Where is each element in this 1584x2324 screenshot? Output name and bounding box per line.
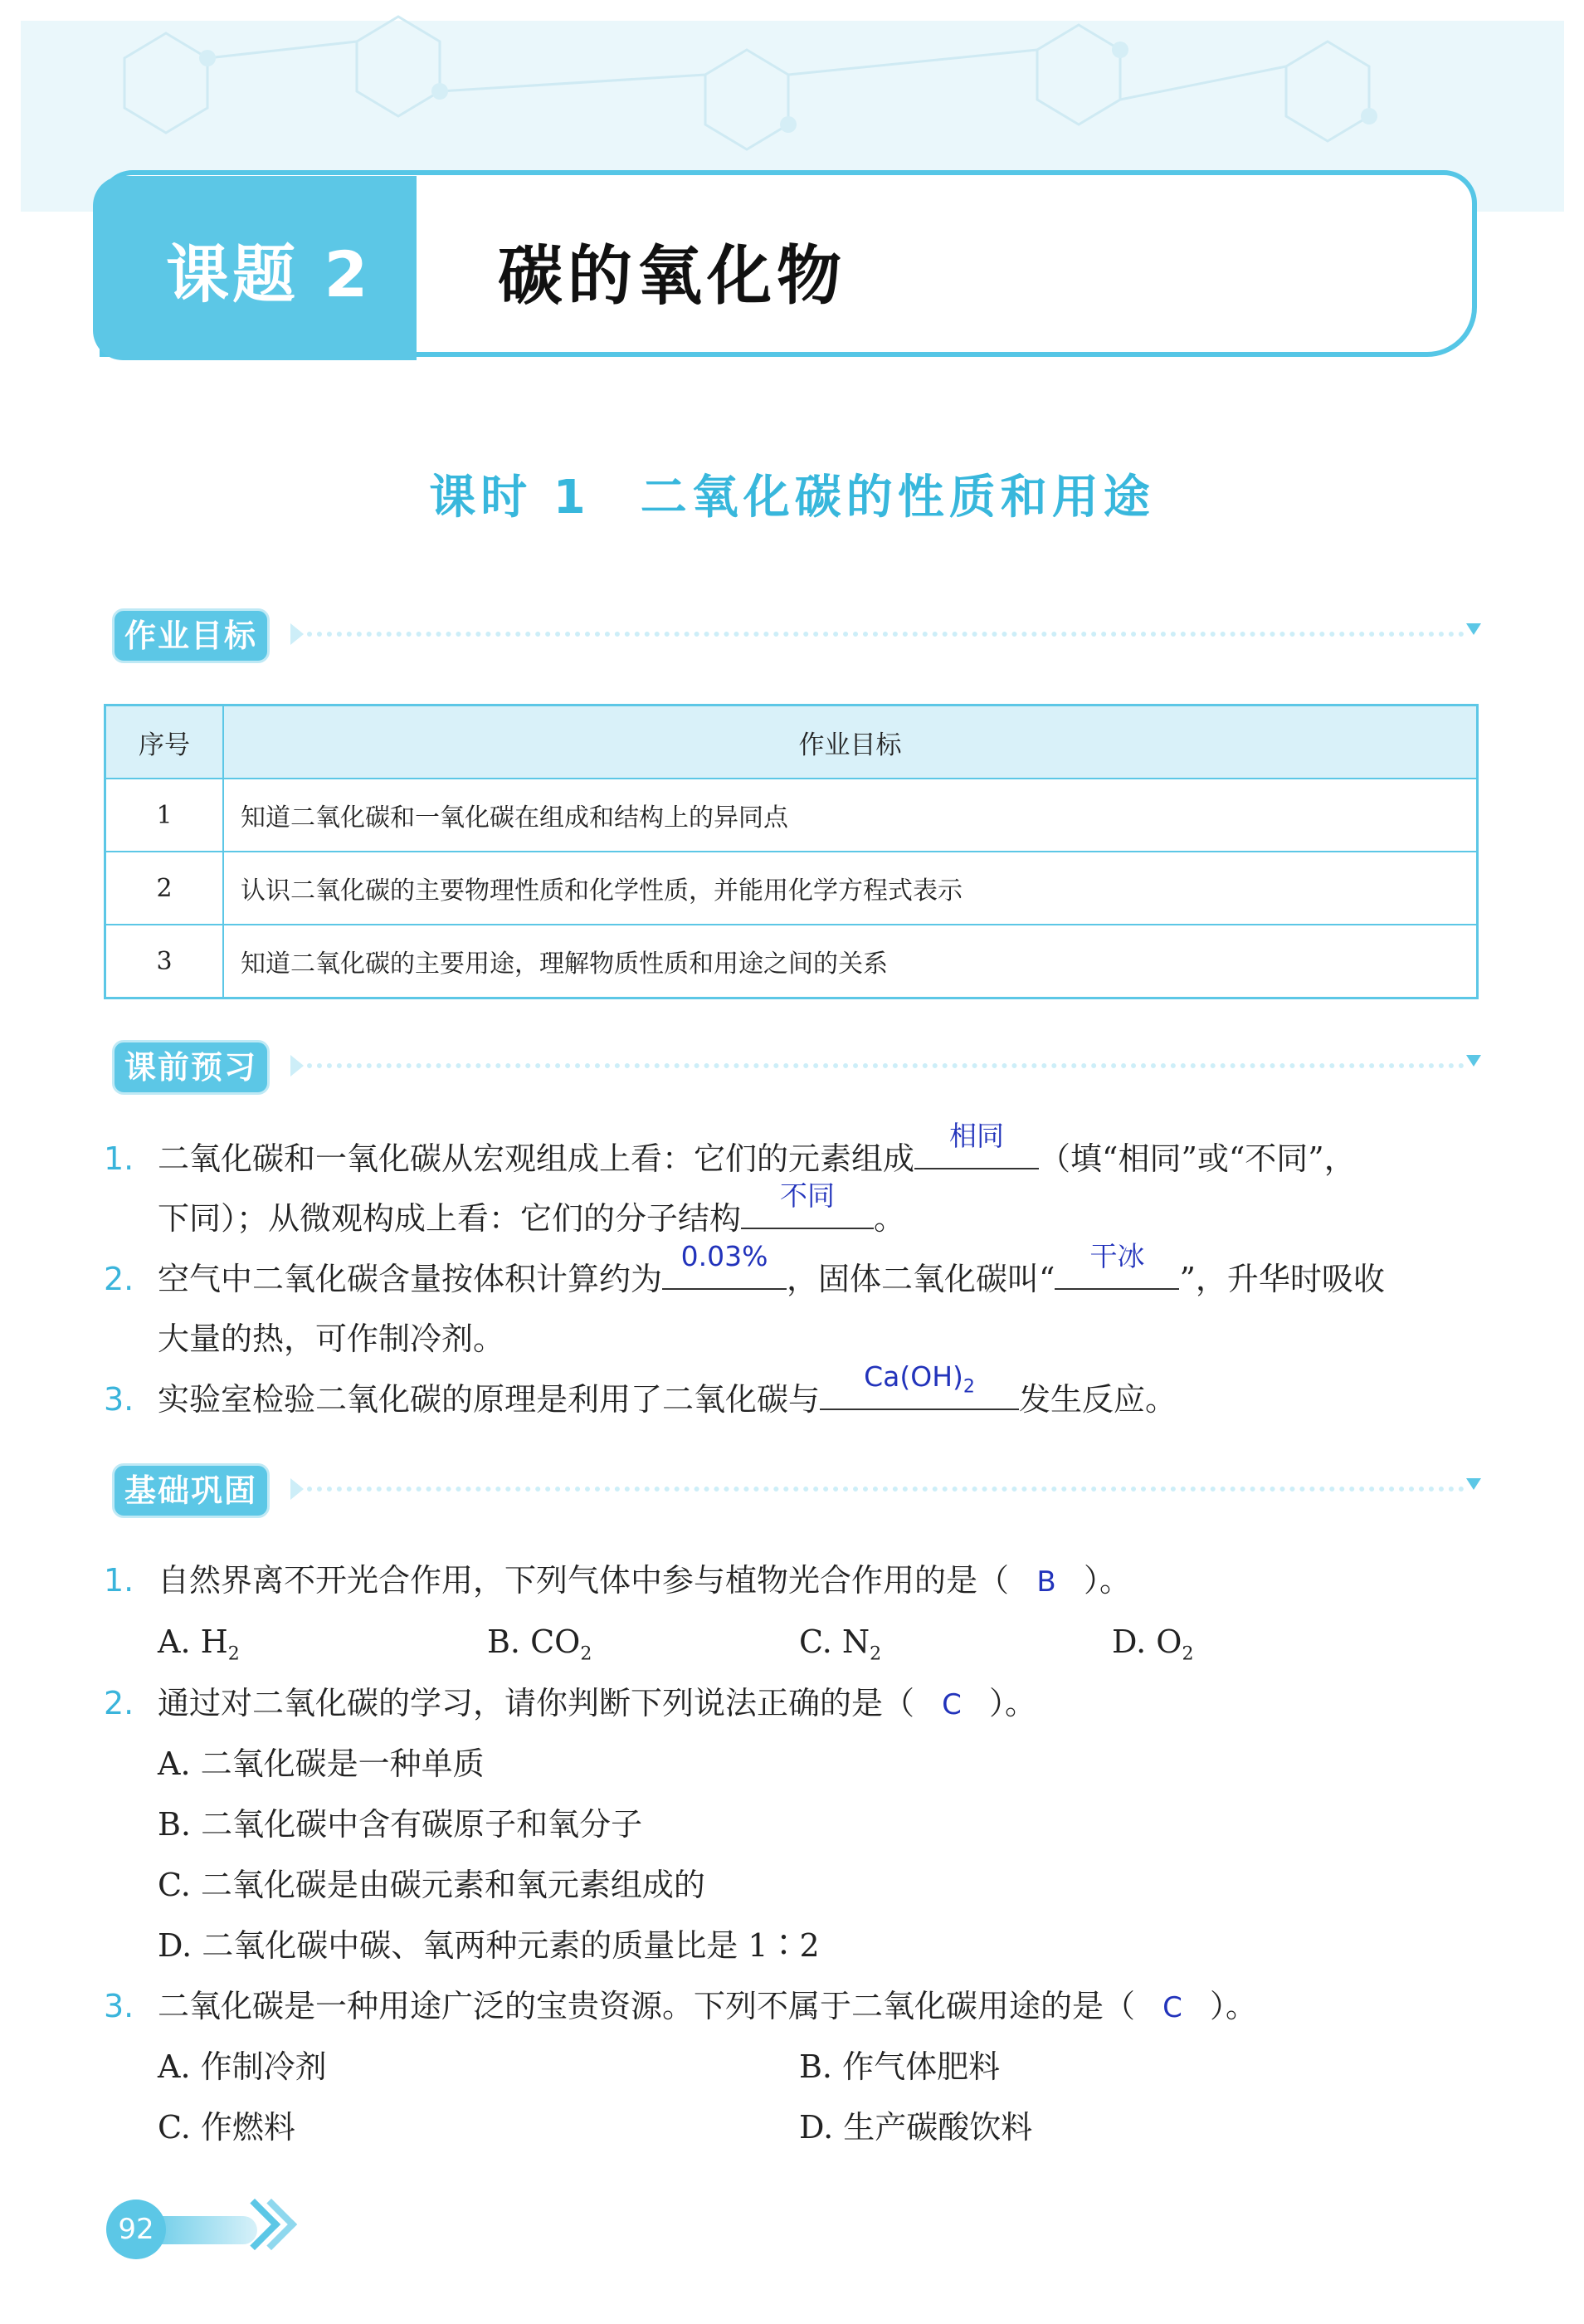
question-text: 下同）；从微观构成上看：它们的分子结构 bbox=[158, 1200, 742, 1237]
question-text: 自然界离不开光合作用，下列气体中参与植物光合作用的是（ bbox=[158, 1562, 1010, 1599]
question-text: 二氧化碳和一氧化碳从宏观组成上看：它们的元素组成 bbox=[158, 1140, 915, 1177]
option-subscript: 2 bbox=[580, 1643, 592, 1665]
table-cell-number: 1 bbox=[105, 779, 224, 852]
question-number: 2. bbox=[104, 1261, 134, 1297]
question-number: 1. bbox=[104, 1562, 134, 1599]
table-row bbox=[105, 852, 1478, 925]
answer-blank bbox=[914, 1120, 1039, 1169]
option-label: C. bbox=[799, 1623, 832, 1660]
option-b bbox=[158, 1794, 642, 1854]
option-label: B. bbox=[158, 1806, 192, 1843]
basic-question-1 bbox=[104, 1550, 1131, 1612]
option-label: D. bbox=[1112, 1623, 1147, 1660]
option-d bbox=[158, 1916, 820, 1975]
option-text: 二氧化碳中碳、氧两种元素的质量比是 1∶2 bbox=[202, 1927, 820, 1964]
table-cell-goal: 知道二氧化碳和一氧化碳在组成和结构上的异同点 bbox=[223, 779, 1478, 852]
option-label: D. bbox=[799, 2109, 834, 2146]
option-b bbox=[799, 2037, 1000, 2097]
basic-question-3 bbox=[104, 1976, 1257, 2038]
option-label: D. bbox=[158, 1927, 193, 1964]
section-basic-label: 基础巩固 bbox=[112, 1463, 270, 1518]
option-d bbox=[799, 2097, 1032, 2157]
preview-question-3 bbox=[104, 1360, 1177, 1429]
down-arrow-icon bbox=[1466, 623, 1481, 635]
question-text: ）。 bbox=[1084, 1562, 1132, 1599]
table-cell-goal: 认识二氧化碳的主要物理性质和化学性质，并能用化学方程式表示 bbox=[223, 852, 1478, 925]
option-label: B. bbox=[487, 1623, 521, 1660]
question-text: 发生反应。 bbox=[1019, 1381, 1177, 1418]
question-text: 实验室检验二氧化碳的原理是利用了二氧化碳与 bbox=[158, 1381, 821, 1418]
handwritten-answer: B bbox=[1036, 1565, 1056, 1599]
table-cell-number: 3 bbox=[105, 925, 224, 998]
dotted-divider bbox=[307, 1063, 1465, 1068]
topic-label: 课题 2 bbox=[166, 237, 372, 311]
option-text: 二氧化碳是由碳元素和氧元素组成的 bbox=[200, 1867, 705, 1903]
section-preview-header bbox=[112, 1040, 1481, 1093]
play-icon bbox=[290, 1478, 304, 1500]
table-header-row bbox=[105, 706, 1478, 779]
option-text: O bbox=[1156, 1623, 1182, 1660]
question-text: 二氧化碳是一种用途广泛的宝贵资源。下列不属于二氧化碳用途的是（ bbox=[158, 1988, 1136, 2024]
option-subscript: 2 bbox=[870, 1643, 882, 1665]
question-text: ）。 bbox=[989, 1685, 1037, 1721]
handwritten-answer: 相同 bbox=[949, 1120, 1005, 1152]
option-c bbox=[158, 1855, 705, 1915]
option-label: A. bbox=[158, 1623, 191, 1660]
question-text: （填“相同”或“不同”， bbox=[1039, 1140, 1356, 1177]
option-label: A. bbox=[158, 1745, 191, 1782]
option-a bbox=[158, 2037, 327, 2097]
question-number: 2. bbox=[104, 1685, 134, 1721]
section-preview-label: 课前预习 bbox=[112, 1040, 270, 1095]
option-c bbox=[158, 2097, 295, 2157]
question-text: 。 bbox=[874, 1200, 906, 1237]
handwritten-answer: 不同 bbox=[780, 1179, 836, 1212]
answer-formula: Ca(OH) bbox=[864, 1360, 963, 1393]
option-subscript: 2 bbox=[227, 1643, 240, 1665]
option-label: A. bbox=[158, 2048, 191, 2085]
option-text: 生产碳酸饮料 bbox=[843, 2109, 1033, 2146]
question-number: 1. bbox=[104, 1140, 134, 1177]
dotted-divider bbox=[307, 1487, 1465, 1492]
play-icon bbox=[290, 623, 304, 645]
handwritten-answer: C bbox=[1162, 1991, 1182, 2024]
option-text: 二氧化碳中含有碳原子和氧分子 bbox=[201, 1806, 643, 1843]
down-arrow-icon bbox=[1466, 1478, 1481, 1490]
option-a bbox=[158, 1734, 485, 1794]
dotted-divider bbox=[307, 632, 1465, 637]
option-label: B. bbox=[799, 2048, 833, 2085]
section-basic-header bbox=[112, 1463, 1481, 1516]
goals-table bbox=[104, 704, 1479, 999]
option-d bbox=[1112, 1612, 1193, 1685]
handwritten-answer: 0.03% bbox=[680, 1240, 768, 1272]
question-text: 通过对二氧化碳的学习，请你判断下列说法正确的是（ bbox=[158, 1685, 915, 1721]
handwritten-answer: 干冰 bbox=[1089, 1240, 1145, 1272]
option-text: N bbox=[841, 1623, 870, 1660]
basic-question-2 bbox=[104, 1673, 1036, 1735]
table-header-goal: 作业目标 bbox=[223, 706, 1478, 779]
page-title: 碳的氧化物 bbox=[498, 239, 847, 314]
question-number: 3. bbox=[104, 1381, 134, 1418]
answer-subscript: 2 bbox=[963, 1376, 975, 1398]
question-text: 大量的热，可作制冷剂。 bbox=[158, 1321, 505, 1357]
answer-blank bbox=[820, 1360, 1019, 1410]
option-label: C. bbox=[158, 1867, 191, 1903]
option-label: C. bbox=[158, 2109, 191, 2146]
question-number: 3. bbox=[104, 1988, 134, 2024]
section-goals-label: 作业目标 bbox=[112, 608, 270, 663]
table-cell-number: 2 bbox=[105, 852, 224, 925]
table-row bbox=[105, 925, 1478, 998]
option-text: 作气体肥料 bbox=[842, 2048, 1001, 2085]
lesson-title bbox=[0, 461, 1584, 527]
handwritten-answer bbox=[820, 1347, 1019, 1418]
question-text: 空气中二氧化碳含量按体积计算约为 bbox=[158, 1261, 663, 1297]
table-header-number: 序号 bbox=[105, 706, 224, 779]
play-icon bbox=[290, 1055, 304, 1077]
table-row bbox=[105, 779, 1478, 852]
option-text: 作制冷剂 bbox=[200, 2048, 327, 2085]
lesson-part: 课时 1 bbox=[429, 471, 591, 525]
lesson-name: 二氧化碳的性质和用途 bbox=[640, 471, 1155, 525]
table-cell-goal: 知道二氧化碳的主要用途，理解物质性质和用途之间的关系 bbox=[223, 925, 1478, 998]
question-text: ）。 bbox=[1210, 1988, 1258, 2024]
section-goals-header bbox=[112, 608, 1481, 662]
option-text: 作燃料 bbox=[200, 2109, 295, 2146]
answer-blank bbox=[1055, 1240, 1179, 1290]
question-text: ，固体二氧化碳叫“ bbox=[787, 1261, 1055, 1297]
option-text: CO bbox=[530, 1623, 581, 1660]
preview-question-2 bbox=[104, 1240, 1385, 1369]
question-text: ”，升华时吸收 bbox=[1179, 1261, 1385, 1297]
option-text: 二氧化碳是一种单质 bbox=[200, 1745, 485, 1782]
answer-blank bbox=[662, 1240, 787, 1290]
down-arrow-icon bbox=[1466, 1055, 1481, 1067]
answer-blank bbox=[741, 1179, 874, 1229]
handwritten-answer: C bbox=[942, 1688, 962, 1721]
option-text: H bbox=[200, 1623, 228, 1660]
page-number: 92 bbox=[106, 2200, 166, 2259]
option-subscript: 2 bbox=[1182, 1643, 1194, 1665]
